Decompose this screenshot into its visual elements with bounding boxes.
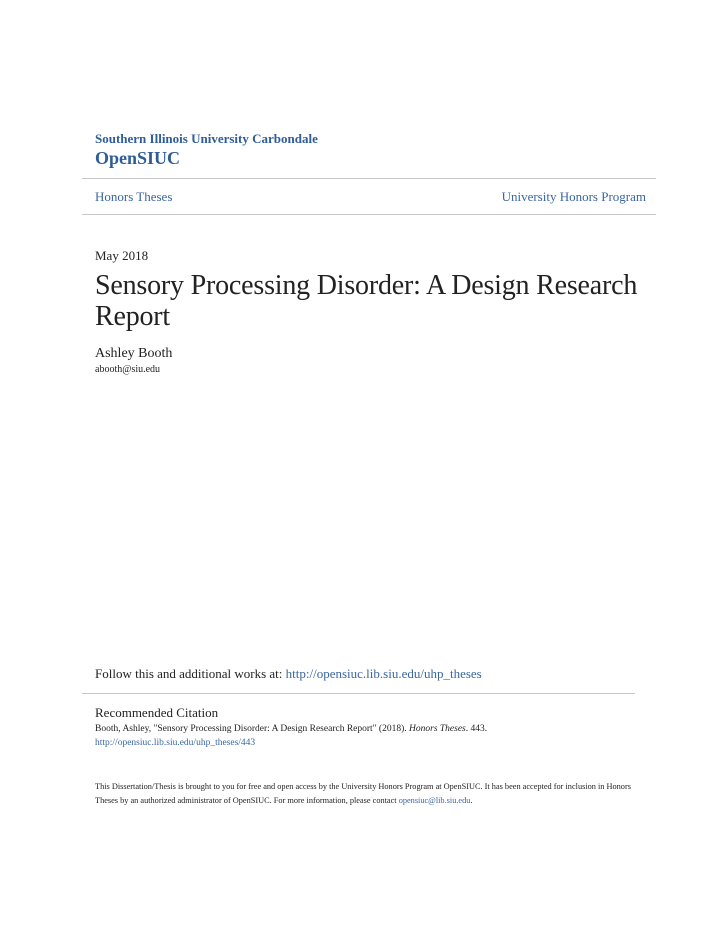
disclaimer-end: . <box>470 796 473 805</box>
breadcrumb-divider <box>82 214 656 215</box>
document-title: Sensory Processing Disorder: A Design Research Report <box>95 270 638 332</box>
contact-email-link[interactable]: opensiuc@lib.siu.edu <box>398 796 471 805</box>
access-disclaimer <box>95 780 655 808</box>
follow-url-link[interactable]: http://opensiuc.lib.siu.edu/uhp_theses <box>285 666 482 681</box>
citation-text <box>95 724 487 734</box>
author-name: Ashley Booth <box>95 346 173 361</box>
citation-text-before: Booth, Ashley, "Sensory Processing Disorder: A Design Research Report" (2018). <box>95 724 410 734</box>
citation-url-link[interactable]: http://opensiuc.lib.siu.edu/uhp_theses/443 <box>95 738 256 748</box>
publication-date: May 2018 <box>95 248 149 263</box>
institution-name: Southern Illinois University Carbondale <box>95 131 318 146</box>
citation-series: Honors Theses <box>409 724 466 734</box>
honors-theses-link[interactable]: Honors Theses <box>95 189 173 204</box>
university-honors-program-link[interactable]: University Honors Program <box>501 189 646 204</box>
citation-divider <box>82 693 635 694</box>
top-divider <box>82 178 656 179</box>
follow-text: Follow this and additional works at: <box>95 666 286 681</box>
disclaimer-text: This Dissertation/Thesis is brought to you for free and open access by the University Honors Program at OpenSIUC. It has been accepted for inclusion in Honors Theses by an authorized administrator of OpenSIUC. For more information, please contact <box>95 782 631 805</box>
follow-works-line <box>95 666 482 682</box>
citation-text-after: . 443. <box>465 724 488 734</box>
repository-name[interactable]: OpenSIUC <box>95 148 181 168</box>
recommended-citation-heading: Recommended Citation <box>95 705 219 720</box>
author-email: abooth@siu.edu <box>95 364 161 375</box>
